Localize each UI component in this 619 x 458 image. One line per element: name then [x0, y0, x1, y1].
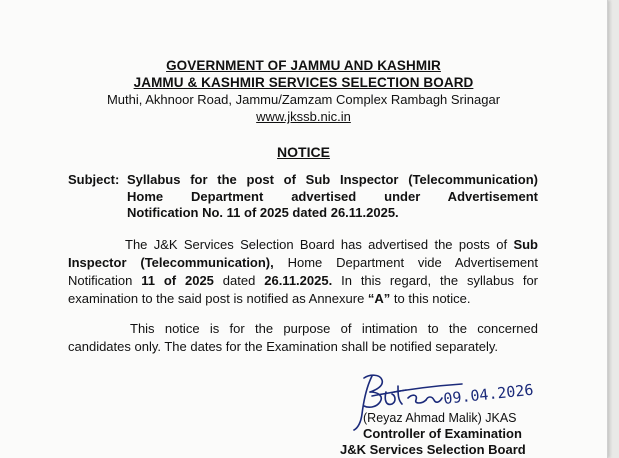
subject-label: Subject:: [68, 172, 120, 187]
letterhead: [0, 57, 607, 125]
paragraph1-text: Home Department vide Advertisement: [273, 255, 538, 270]
notice-heading: NOTICE: [277, 144, 330, 160]
signatory-board: J&K Services Selection Board: [340, 442, 526, 457]
paragraph1-text: In this regard, the syllabus for: [332, 273, 538, 288]
post-name-part: Sub: [513, 237, 538, 252]
paragraph1-line-4: [68, 290, 538, 308]
board-address: Muthi, Akhnoor Road, Jammu/Zamzam Complex Rambagh Srinagar: [106, 92, 501, 107]
body-paragraph-2: [68, 320, 538, 356]
annexure-label: “A”: [367, 291, 391, 306]
signatory-title: Controller of Examination: [363, 426, 522, 441]
signatory-name: (Reyaz Ahmad Malik) JKAS: [363, 411, 517, 425]
paragraph1-text: to this notice.: [390, 291, 471, 306]
post-name: Inspector (Telecommunication),: [68, 255, 274, 270]
signature-date: 09.04.2026: [442, 380, 535, 408]
paragraph1-text: Notification: [68, 273, 142, 288]
advertisement-date: 26.11.2025.: [264, 273, 333, 288]
government-title: GOVERNMENT OF JAMMU AND KASHMIR: [166, 58, 441, 73]
subject-line-3: Notification No. 11 of 2025 dated 26.11.2025.: [127, 205, 399, 220]
advertisement-number: 11 of 2025: [141, 273, 214, 288]
subject-block: [68, 172, 538, 222]
paragraph1-text: dated: [213, 273, 265, 288]
subject-line-1: Syllabus for the post of Sub Inspector (Telecommunication): [127, 172, 538, 187]
paragraph1-line-1: [68, 236, 538, 254]
body-paragraph-1: [68, 236, 538, 308]
board-title: JAMMU & KASHMIR SERVICES SELECTION BOARD: [133, 75, 474, 90]
paragraph1-line-2: [68, 254, 538, 272]
paragraph2-line-1: This notice is for the purpose of intimation to the concerned: [130, 321, 538, 336]
paragraph1-text: The J&K Services Selection Board has advertised the posts of: [125, 237, 514, 252]
board-website[interactable]: www.jkssb.nic.in: [256, 109, 351, 124]
paragraph1-text: examination to the said post is notified as Annexure: [68, 291, 368, 306]
paragraph2-line-2: candidates only. The dates for the Examination shall be notified separately.: [68, 339, 498, 354]
subject-line-2: Home Department advertised under Advertisement: [127, 188, 538, 204]
paragraph1-line-3: [68, 272, 538, 290]
